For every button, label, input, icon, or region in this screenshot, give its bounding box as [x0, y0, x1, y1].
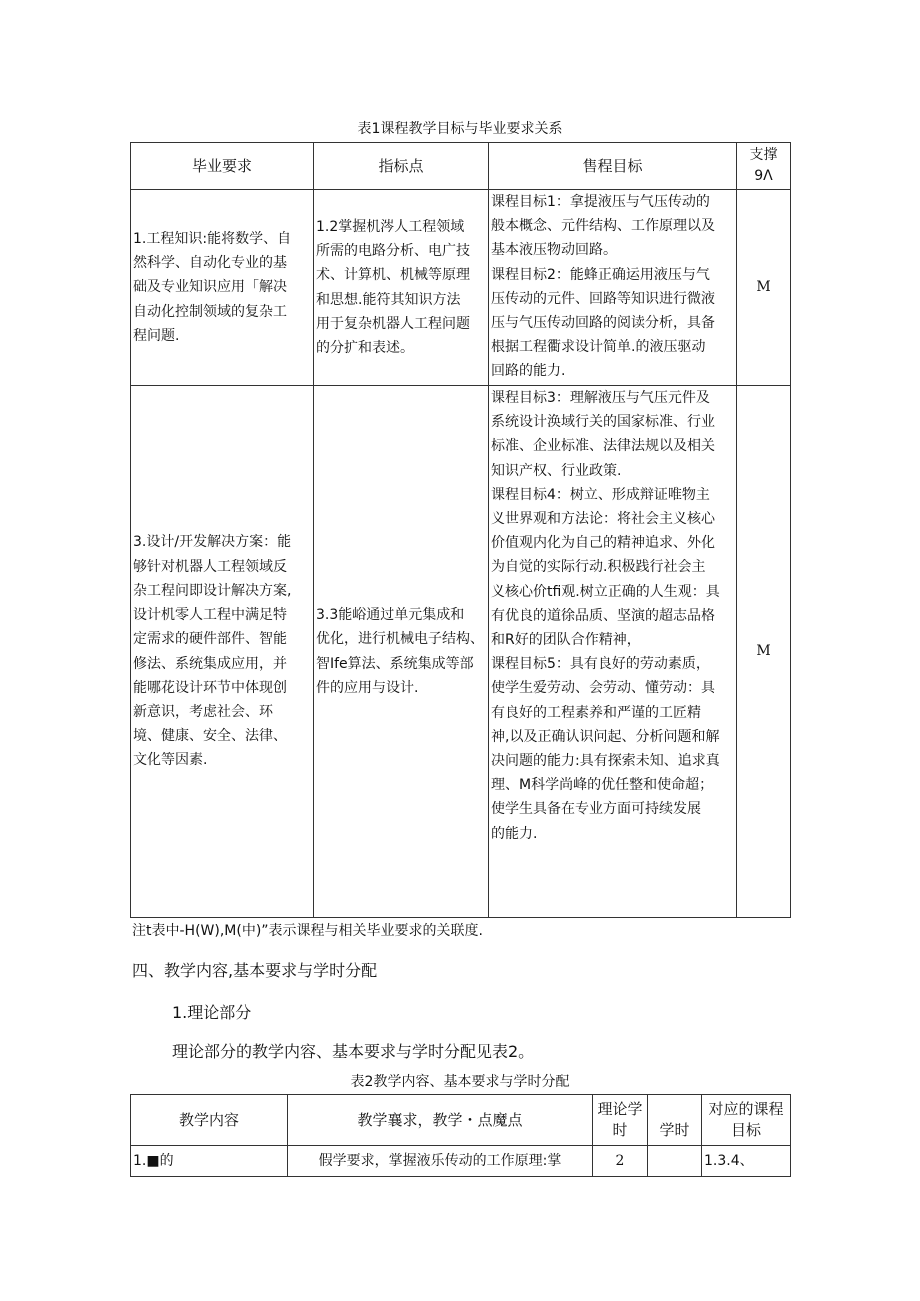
table-row [131, 1146, 791, 1177]
indicator-cell: 1.2掌握机涔人工程领域 所需的电路分析、电广技 术、计算机、机械等原理 和思想.能符其知识方法 用于复杂机器人工程问题 的分扩和表述。 [314, 190, 489, 386]
requirement-cell: 1.工程知识:能将数学、自 然科学、自动化专业的基 础及专业知识应用「解决 自动化控制领域的复杂工 程问题. [131, 190, 314, 386]
header-requirement: 毕业要求 [131, 143, 314, 190]
teaching-content-table [130, 1094, 791, 1177]
support-level: M [737, 386, 791, 918]
requirements-cell: 假学要求，掌握液乐传动的工作原理:掌 [288, 1146, 593, 1177]
indicator-cell: 3.3能峪通过单元集成和 优化，进行机械电子结构、 智Ife算法、系统集成等部 件的应用与设计. [314, 386, 489, 918]
header-indicator: 指标点 [314, 143, 489, 190]
support-level: M [737, 190, 791, 386]
content-cell: 1.■的 [131, 1146, 288, 1177]
header-content: 教学内容 [131, 1095, 288, 1146]
header-objectives: 售程目标 [489, 143, 737, 190]
table1-header-row [131, 143, 791, 190]
header-theory-hours: 理论学 时 [593, 1095, 648, 1146]
header-requirements: 教学襄求，教学・点魔点 [288, 1095, 593, 1146]
table2-header-row [131, 1095, 791, 1146]
header-support: 支撑 9Λ [737, 143, 791, 190]
table-row [131, 386, 791, 918]
objectives-cell: 课程目标1：拿提液压与气压传动的 般本概念、元件结构、工作原理以及 基本液压物动回路。 课程目标2：能蜂正确运用液压与气 压传动的元件、回路等知识进行微液 压与气压传动回路的阅读分析，具备 根据工程衢求设计简单.的液压驱动 回路的能力. [489, 190, 737, 386]
table1-caption: 表1课程教学目标与毕业要求关系 [357, 121, 563, 137]
theory-hours-cell: 2 [593, 1146, 648, 1177]
table-row [131, 190, 791, 386]
paragraph: 理论部分的教学内容、基本要求与学时分配见表2。 [172, 1042, 535, 1061]
table2-caption: 表2教学内容、基本要求与学时分配 [350, 1074, 570, 1090]
section-heading: 四、教学内容,基本要求与学时分配 [132, 961, 378, 980]
requirement-cell: 3.设计/开发解决方案：能 够针对机器人工程领域反 杂工程问即设计解决方案, 设计机零人工程中满足特 定需求的硬件部件、智能 修法、系统集成应用，并 能哪花设计环节中体现创 新意识，考虑社会、环 境、健康、安全、法律、 文化等因素. [131, 386, 314, 918]
table1-note: 注t表中-H(W),M(中)”表示课程与相关毕业要求的关联度. [132, 923, 483, 939]
objectives-cell: 1.3.4、 [702, 1146, 791, 1177]
subheading: 1.理论部分 [172, 1003, 252, 1022]
header-hours: 学时 [648, 1095, 702, 1146]
hours-cell [648, 1146, 702, 1177]
objectives-cell: 课程目标3：理解液压与气压元件及 系统设计涣域行关的国家标准、行业 标准、企业标准、法律法规以及相关 知识产权、行业政策. 课程目标4：树立、形成辩证唯物主 义世界观和方法论：将社会主义核心 价值观内化为自己的精神追求、外化 为自觉的实际行动.积极践行社会主 义核心价tfi观.树立正确的人生观：具 有优良的道徐品质、坚演的超志品格 和R好的团队合作精神， 课程目标5：具有良好的劳动素质， 使学生爱劳动、会劳动、懂劳动：具 有良好的工程素养和严谨的工匠精 神,以及正确认识问起、分析问题和解 决问题的能力:具有探索未知、追求真 理、M科学尚峰的优任整和使命超； 使学生具备在专业方面可持续发展 的能力. [489, 386, 737, 918]
objectives-requirements-table [130, 142, 791, 918]
header-course-objectives: 对应的课程 目标 [702, 1095, 791, 1146]
